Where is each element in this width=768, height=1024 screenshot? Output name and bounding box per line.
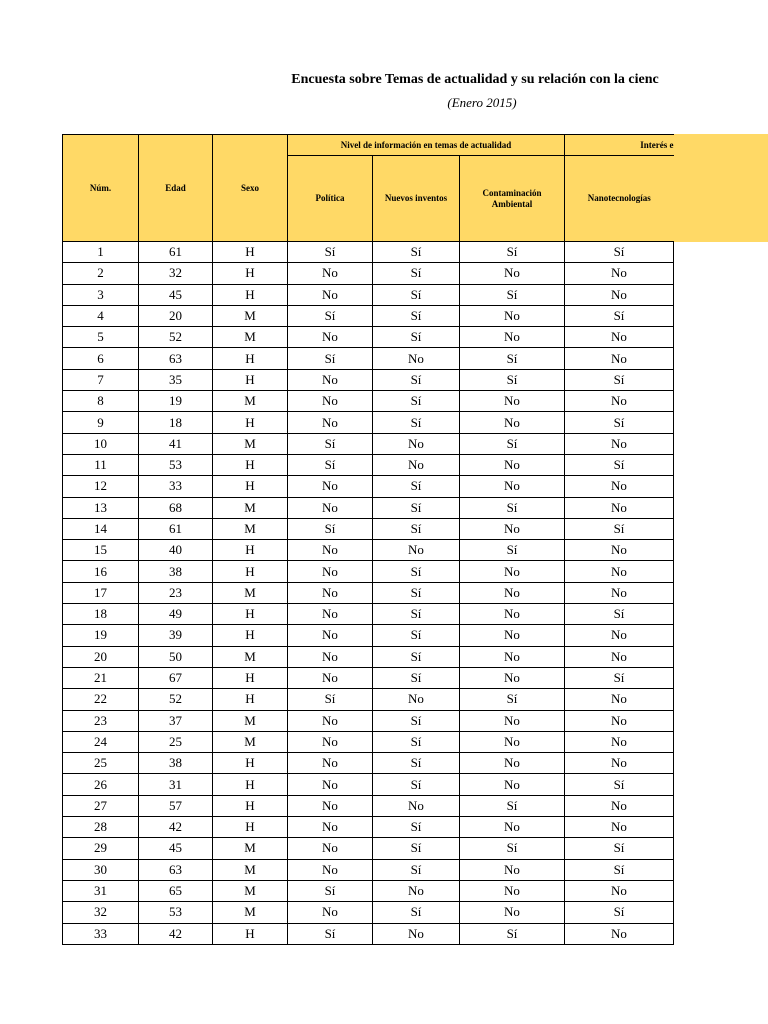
header-edad: Edad <box>139 135 213 242</box>
cell-num: 6 <box>63 348 139 369</box>
cell-nuevos-inventos: Sí <box>373 859 460 880</box>
cell-contaminacion: No <box>460 880 565 901</box>
cell-edad: 50 <box>139 646 213 667</box>
table-row <box>63 774 674 795</box>
table-row <box>63 476 674 497</box>
cell-edad: 40 <box>139 540 213 561</box>
cell-sexo: H <box>213 454 288 475</box>
cell-politica: No <box>288 412 373 433</box>
cell-sexo: H <box>213 774 288 795</box>
table-row <box>63 284 674 305</box>
cell-nanotecnologias: Sí <box>565 518 674 539</box>
cell-nanotecnologias: No <box>565 348 674 369</box>
cell-politica: Sí <box>288 923 373 944</box>
cell-nanotecnologias: No <box>565 476 674 497</box>
cell-politica: No <box>288 902 373 923</box>
cell-politica: No <box>288 540 373 561</box>
cell-contaminacion: No <box>460 625 565 646</box>
cell-num: 3 <box>63 284 139 305</box>
survey-table <box>62 134 674 945</box>
cell-sexo: M <box>213 880 288 901</box>
cell-sexo: H <box>213 689 288 710</box>
cell-contaminacion: No <box>460 902 565 923</box>
table-row <box>63 561 674 582</box>
cell-nuevos-inventos: Sí <box>373 561 460 582</box>
cell-nuevos-inventos: Sí <box>373 604 460 625</box>
cell-sexo: M <box>213 497 288 518</box>
cell-nuevos-inventos: No <box>373 540 460 561</box>
cell-contaminacion: Sí <box>460 242 565 263</box>
cell-politica: No <box>288 795 373 816</box>
table-row <box>63 795 674 816</box>
cell-nuevos-inventos: Sí <box>373 582 460 603</box>
cell-contaminacion: No <box>460 710 565 731</box>
cell-nanotecnologias: No <box>565 646 674 667</box>
cell-politica: No <box>288 561 373 582</box>
cell-nuevos-inventos: Sí <box>373 625 460 646</box>
cell-politica: No <box>288 604 373 625</box>
cell-edad: 33 <box>139 476 213 497</box>
cell-politica: No <box>288 497 373 518</box>
table-row <box>63 242 674 263</box>
cell-contaminacion: Sí <box>460 369 565 390</box>
cell-nuevos-inventos: Sí <box>373 242 460 263</box>
cell-sexo: M <box>213 305 288 326</box>
cell-nuevos-inventos: Sí <box>373 412 460 433</box>
cell-num: 30 <box>63 859 139 880</box>
table-row <box>63 923 674 944</box>
cell-politica: No <box>288 774 373 795</box>
cell-nuevos-inventos: No <box>373 454 460 475</box>
table-row <box>63 817 674 838</box>
cell-contaminacion: No <box>460 859 565 880</box>
cell-politica: Sí <box>288 305 373 326</box>
cell-edad: 52 <box>139 327 213 348</box>
cell-edad: 38 <box>139 561 213 582</box>
cell-nuevos-inventos: Sí <box>373 476 460 497</box>
cell-nuevos-inventos: Sí <box>373 305 460 326</box>
cell-edad: 68 <box>139 497 213 518</box>
table-row <box>63 540 674 561</box>
cell-nuevos-inventos: Sí <box>373 667 460 688</box>
cell-num: 31 <box>63 880 139 901</box>
cell-contaminacion: Sí <box>460 348 565 369</box>
cell-nanotecnologias: Sí <box>565 454 674 475</box>
cell-edad: 42 <box>139 923 213 944</box>
cell-contaminacion: Sí <box>460 838 565 859</box>
cell-num: 16 <box>63 561 139 582</box>
cell-contaminacion: Sí <box>460 540 565 561</box>
cell-nanotecnologias: Sí <box>565 902 674 923</box>
cell-num: 8 <box>63 391 139 412</box>
cell-num: 29 <box>63 838 139 859</box>
table-row <box>63 369 674 390</box>
cell-politica: Sí <box>288 454 373 475</box>
cell-contaminacion: No <box>460 774 565 795</box>
cell-num: 5 <box>63 327 139 348</box>
cell-nuevos-inventos: No <box>373 923 460 944</box>
cell-politica: No <box>288 731 373 752</box>
cell-edad: 39 <box>139 625 213 646</box>
cell-edad: 61 <box>139 242 213 263</box>
cell-edad: 52 <box>139 689 213 710</box>
cell-politica: Sí <box>288 242 373 263</box>
cell-num: 17 <box>63 582 139 603</box>
table-row <box>63 667 674 688</box>
cell-contaminacion: Sí <box>460 795 565 816</box>
cell-num: 28 <box>63 817 139 838</box>
cell-nuevos-inventos: No <box>373 348 460 369</box>
table-row <box>63 731 674 752</box>
cell-nanotecnologias: Sí <box>565 305 674 326</box>
cell-sexo: H <box>213 263 288 284</box>
cell-sexo: M <box>213 433 288 454</box>
cell-nanotecnologias: Sí <box>565 667 674 688</box>
table-row <box>63 604 674 625</box>
cell-num: 27 <box>63 795 139 816</box>
cell-num: 26 <box>63 774 139 795</box>
cell-nuevos-inventos: Sí <box>373 369 460 390</box>
cell-nanotecnologias: Sí <box>565 369 674 390</box>
cell-nuevos-inventos: Sí <box>373 710 460 731</box>
cell-nuevos-inventos: Sí <box>373 518 460 539</box>
cell-edad: 45 <box>139 284 213 305</box>
cell-edad: 53 <box>139 454 213 475</box>
cell-edad: 19 <box>139 391 213 412</box>
cell-contaminacion: Sí <box>460 689 565 710</box>
cell-contaminacion: No <box>460 454 565 475</box>
cell-num: 32 <box>63 902 139 923</box>
cell-nanotecnologias: No <box>565 880 674 901</box>
cell-edad: 23 <box>139 582 213 603</box>
cell-nanotecnologias: Sí <box>565 859 674 880</box>
cell-nanotecnologias: Sí <box>565 242 674 263</box>
cell-nuevos-inventos: Sí <box>373 838 460 859</box>
cell-contaminacion: No <box>460 817 565 838</box>
cell-politica: No <box>288 753 373 774</box>
cell-nuevos-inventos: Sí <box>373 391 460 412</box>
cell-nanotecnologias: No <box>565 327 674 348</box>
table-row <box>63 753 674 774</box>
cell-edad: 63 <box>139 348 213 369</box>
cell-nuevos-inventos: Sí <box>373 327 460 348</box>
cell-sexo: M <box>213 838 288 859</box>
cell-sexo: M <box>213 518 288 539</box>
cell-contaminacion: No <box>460 561 565 582</box>
cell-sexo: M <box>213 327 288 348</box>
table-row <box>63 348 674 369</box>
cell-edad: 57 <box>139 795 213 816</box>
table-row <box>63 305 674 326</box>
cell-contaminacion: No <box>460 667 565 688</box>
cell-politica: No <box>288 369 373 390</box>
cell-contaminacion: No <box>460 391 565 412</box>
cell-nuevos-inventos: Sí <box>373 497 460 518</box>
cell-nuevos-inventos: No <box>373 880 460 901</box>
cell-edad: 32 <box>139 263 213 284</box>
table-row <box>63 454 674 475</box>
cell-contaminacion: No <box>460 412 565 433</box>
cell-politica: No <box>288 582 373 603</box>
cell-contaminacion: Sí <box>460 284 565 305</box>
cell-nuevos-inventos: No <box>373 795 460 816</box>
header-politica: Política <box>288 156 373 242</box>
cell-num: 33 <box>63 923 139 944</box>
cell-politica: No <box>288 327 373 348</box>
cell-nanotecnologias: No <box>565 582 674 603</box>
cell-nuevos-inventos: Sí <box>373 774 460 795</box>
cell-nanotecnologias: No <box>565 689 674 710</box>
cell-contaminacion: No <box>460 476 565 497</box>
cell-edad: 42 <box>139 817 213 838</box>
cell-sexo: M <box>213 582 288 603</box>
cell-contaminacion: No <box>460 518 565 539</box>
cell-sexo: H <box>213 369 288 390</box>
cell-sexo: M <box>213 710 288 731</box>
table-row <box>63 497 674 518</box>
header-sexo: Sexo <box>213 135 288 242</box>
cell-nuevos-inventos: Sí <box>373 753 460 774</box>
cell-nanotecnologias: No <box>565 497 674 518</box>
table-row <box>63 263 674 284</box>
cell-num: 11 <box>63 454 139 475</box>
cell-politica: No <box>288 859 373 880</box>
cell-num: 18 <box>63 604 139 625</box>
cell-politica: No <box>288 667 373 688</box>
table-row <box>63 859 674 880</box>
table-row <box>63 838 674 859</box>
cell-edad: 45 <box>139 838 213 859</box>
cell-num: 24 <box>63 731 139 752</box>
cell-edad: 37 <box>139 710 213 731</box>
cell-sexo: H <box>213 242 288 263</box>
table-row <box>63 625 674 646</box>
cell-contaminacion: Sí <box>460 923 565 944</box>
cell-sexo: H <box>213 284 288 305</box>
cell-edad: 61 <box>139 518 213 539</box>
cell-nanotecnologias: No <box>565 284 674 305</box>
cell-politica: No <box>288 625 373 646</box>
cell-politica: No <box>288 391 373 412</box>
cell-edad: 63 <box>139 859 213 880</box>
cell-edad: 41 <box>139 433 213 454</box>
header-band-overflow <box>674 134 768 242</box>
header-num: Núm. <box>63 135 139 242</box>
cell-sexo: M <box>213 731 288 752</box>
cell-sexo: H <box>213 540 288 561</box>
cell-nuevos-inventos: Sí <box>373 263 460 284</box>
cell-nanotecnologias: No <box>565 731 674 752</box>
table-row <box>63 327 674 348</box>
cell-contaminacion: No <box>460 263 565 284</box>
table-row <box>63 646 674 667</box>
cell-nanotecnologias: No <box>565 561 674 582</box>
cell-sexo: H <box>213 561 288 582</box>
cell-num: 10 <box>63 433 139 454</box>
cell-num: 23 <box>63 710 139 731</box>
page-title: Encuesta sobre Temas de actualidad y su relación con la cienc <box>291 72 659 87</box>
cell-contaminacion: Sí <box>460 497 565 518</box>
cell-nanotecnologias: No <box>565 817 674 838</box>
cell-sexo: H <box>213 817 288 838</box>
table-row <box>63 880 674 901</box>
header-group-interes: Interés e <box>565 135 674 156</box>
cell-edad: 20 <box>139 305 213 326</box>
cell-nanotecnologias: No <box>565 710 674 731</box>
cell-politica: Sí <box>288 880 373 901</box>
cell-num: 7 <box>63 369 139 390</box>
cell-num: 12 <box>63 476 139 497</box>
cell-nuevos-inventos: Sí <box>373 646 460 667</box>
table-row <box>63 391 674 412</box>
header-contaminacion: Contaminación Ambiental <box>460 156 565 242</box>
cell-edad: 65 <box>139 880 213 901</box>
cell-nuevos-inventos: Sí <box>373 817 460 838</box>
cell-num: 20 <box>63 646 139 667</box>
cell-nuevos-inventos: Sí <box>373 902 460 923</box>
cell-politica: Sí <box>288 348 373 369</box>
cell-sexo: H <box>213 625 288 646</box>
cell-politica: No <box>288 476 373 497</box>
cell-sexo: H <box>213 667 288 688</box>
cell-sexo: H <box>213 348 288 369</box>
cell-sexo: H <box>213 923 288 944</box>
cell-num: 21 <box>63 667 139 688</box>
table-row <box>63 582 674 603</box>
cell-contaminacion: No <box>460 604 565 625</box>
cell-num: 4 <box>63 305 139 326</box>
cell-sexo: M <box>213 902 288 923</box>
cell-edad: 31 <box>139 774 213 795</box>
cell-sexo: H <box>213 476 288 497</box>
table-row <box>63 689 674 710</box>
cell-nanotecnologias: No <box>565 263 674 284</box>
cell-contaminacion: Sí <box>460 433 565 454</box>
cell-edad: 38 <box>139 753 213 774</box>
cell-sexo: M <box>213 646 288 667</box>
cell-nuevos-inventos: Sí <box>373 284 460 305</box>
cell-politica: No <box>288 646 373 667</box>
cell-nanotecnologias: No <box>565 923 674 944</box>
cell-sexo: H <box>213 412 288 433</box>
cell-contaminacion: No <box>460 305 565 326</box>
cell-contaminacion: No <box>460 327 565 348</box>
cell-nanotecnologias: No <box>565 625 674 646</box>
cell-num: 19 <box>63 625 139 646</box>
table-body <box>63 242 674 945</box>
header-nanotecnologias: Nanotecnologías <box>565 156 674 242</box>
cell-num: 14 <box>63 518 139 539</box>
cell-edad: 67 <box>139 667 213 688</box>
cell-num: 9 <box>63 412 139 433</box>
cell-politica: Sí <box>288 433 373 454</box>
cell-nanotecnologias: No <box>565 540 674 561</box>
cell-num: 2 <box>63 263 139 284</box>
cell-num: 22 <box>63 689 139 710</box>
table-row <box>63 412 674 433</box>
cell-sexo: H <box>213 753 288 774</box>
cell-num: 13 <box>63 497 139 518</box>
cell-nanotecnologias: No <box>565 391 674 412</box>
table-row <box>63 433 674 454</box>
header-group-informacion: Nivel de información en temas de actualidad <box>288 135 565 156</box>
cell-politica: No <box>288 710 373 731</box>
cell-politica: No <box>288 263 373 284</box>
cell-num: 1 <box>63 242 139 263</box>
table-row <box>63 902 674 923</box>
cell-nuevos-inventos: No <box>373 433 460 454</box>
cell-contaminacion: No <box>460 646 565 667</box>
cell-nanotecnologias: No <box>565 795 674 816</box>
cell-sexo: H <box>213 795 288 816</box>
cell-sexo: M <box>213 391 288 412</box>
cell-nuevos-inventos: Sí <box>373 731 460 752</box>
table-row <box>63 710 674 731</box>
cell-nanotecnologias: Sí <box>565 838 674 859</box>
cell-edad: 18 <box>139 412 213 433</box>
header-nuevos-inventos: Nuevos inventos <box>373 156 460 242</box>
cell-politica: Sí <box>288 689 373 710</box>
cell-num: 25 <box>63 753 139 774</box>
cell-politica: No <box>288 817 373 838</box>
cell-edad: 53 <box>139 902 213 923</box>
cell-sexo: M <box>213 859 288 880</box>
cell-edad: 49 <box>139 604 213 625</box>
cell-nanotecnologias: Sí <box>565 412 674 433</box>
cell-contaminacion: No <box>460 731 565 752</box>
cell-nuevos-inventos: No <box>373 689 460 710</box>
table-row <box>63 518 674 539</box>
page-subtitle: (Enero 2015) <box>447 95 517 110</box>
cell-nanotecnologias: Sí <box>565 774 674 795</box>
cell-sexo: H <box>213 604 288 625</box>
cell-nanotecnologias: Sí <box>565 604 674 625</box>
cell-edad: 25 <box>139 731 213 752</box>
cell-num: 15 <box>63 540 139 561</box>
cell-politica: Sí <box>288 518 373 539</box>
cell-nanotecnologias: No <box>565 433 674 454</box>
cell-contaminacion: No <box>460 582 565 603</box>
cell-politica: No <box>288 838 373 859</box>
cell-edad: 35 <box>139 369 213 390</box>
cell-politica: No <box>288 284 373 305</box>
cell-nanotecnologias: No <box>565 753 674 774</box>
cell-contaminacion: No <box>460 753 565 774</box>
